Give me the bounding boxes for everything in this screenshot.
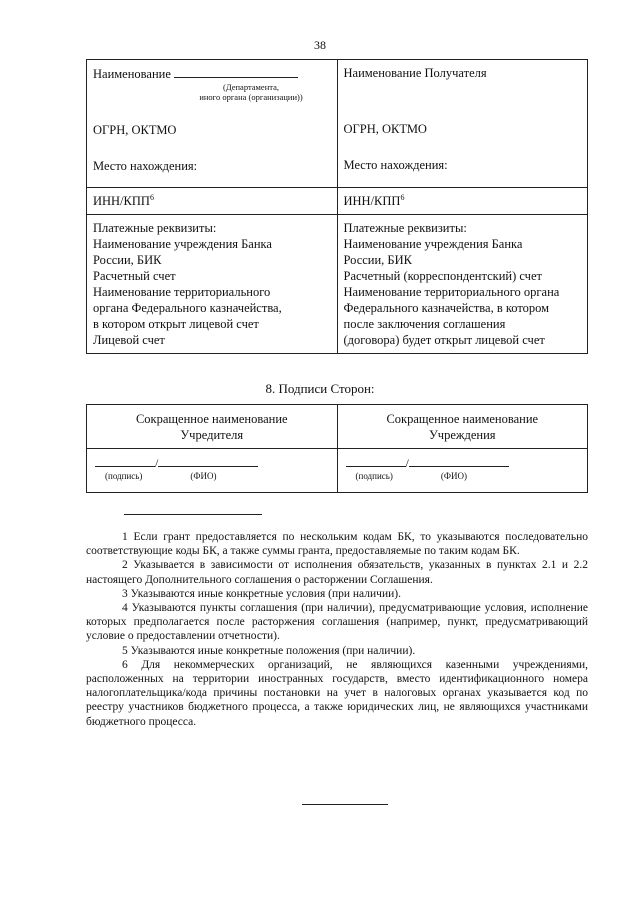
right-name-label: Наименование Получателя xyxy=(343,66,487,80)
footnotes xyxy=(86,530,588,729)
right-header-line1: Сокращенное наименование xyxy=(386,411,539,426)
left-payment-cell xyxy=(87,215,338,354)
footnote-1: 1 Если грант предоставляется по нескольким кодам БК, то указываются последовательно соответствующие коды БК, а также суммы гранта, предоставляемые по таким кодам БК. xyxy=(86,531,588,558)
left-inn-cell xyxy=(87,188,338,215)
payment-line: органа Федерального казначейства, xyxy=(93,301,282,315)
footnote-4: 4 Указываются пункты соглашения (при наличии), предусматривающие условия, исполнение которых предполагается после расторжения соглашения (например, пункт, предусматривающий условие о предоставлении отчетности). xyxy=(86,602,588,643)
right-party-header xyxy=(337,405,588,449)
sign-label: (подпись) xyxy=(355,471,393,481)
payment-line: в котором открыт лицевой счет xyxy=(93,317,259,331)
right-payment-cell xyxy=(337,215,588,354)
signature-line xyxy=(346,456,406,467)
payment-line: Лицевой счет xyxy=(93,333,165,347)
right-inn-footnote-ref: 6 xyxy=(400,192,405,202)
footnote-5: 5 Указываются иные конкретные положения (при наличии). xyxy=(122,644,416,657)
payment-line: Расчетный (корреспондентский) счет xyxy=(343,269,542,283)
left-inn-footnote-ref: 6 xyxy=(149,192,154,202)
right-inn-cell xyxy=(337,188,588,215)
right-name-cell xyxy=(337,60,588,188)
sign-label: (подпись) xyxy=(105,471,143,481)
page-number: 38 xyxy=(314,38,326,52)
payment-line: Наименование учреждения Банка xyxy=(93,237,272,251)
signature-line xyxy=(95,456,155,467)
payment-line: Наименование учреждения Банка xyxy=(343,237,523,251)
slash: / xyxy=(155,456,159,470)
right-ogrn: ОГРН, ОКТМО xyxy=(343,122,427,136)
left-header-line2: Учредителя xyxy=(180,427,244,442)
end-line xyxy=(302,804,388,805)
payment-line: Наименование территориального xyxy=(93,285,271,299)
left-signature-cell xyxy=(87,449,338,493)
footnote-separator xyxy=(124,514,262,515)
left-header-line1: Сокращенное наименование xyxy=(135,411,288,426)
payment-line: Наименование территориального органа xyxy=(343,285,560,299)
fio-line xyxy=(158,456,258,467)
left-name-label: Наименование xyxy=(93,67,171,81)
payment-line: (договора) будет открыт лицевой счет xyxy=(343,333,545,347)
fio-label: (ФИО) xyxy=(440,471,467,481)
payment-line: Платежные реквизиты: xyxy=(343,221,467,235)
signatures-table xyxy=(86,404,588,493)
payment-line: после заключения соглашения xyxy=(343,317,506,331)
right-signature-cell xyxy=(337,449,588,493)
footnote-2: 2 Указывается в зависимости от исполнения обязательств, указанных в пунктах 2.1 и 2.2 настоящего Дополнительного соглашения о расторжении Соглашения. xyxy=(86,559,588,586)
payment-line: Платежные реквизиты: xyxy=(93,221,217,235)
left-party-header xyxy=(87,405,338,449)
footnote-6: 6 Для некоммерческих организаций, не являющихся казенными учреждениями, расположенных на территории иностранных государств, вместо идентификационного номера налогоплательщика/кода причины постановки на учет в налоговых органах указывается код по реестру участников бюджетного процесса, а также юридических лиц, не являющихся участниками бюджетного процесса. xyxy=(86,658,588,728)
fio-label: (ФИО) xyxy=(190,471,217,481)
right-location: Место нахождения: xyxy=(343,158,448,172)
left-ogrn: ОГРН, ОКТМО xyxy=(93,123,177,137)
left-name-cell xyxy=(87,60,338,188)
right-header-line2: Учреждения xyxy=(428,427,496,442)
payment-line: Расчетный счет xyxy=(93,269,176,283)
footnote-3: 3 Указываются иные конкретные условия (при наличии). xyxy=(122,587,401,600)
name-underline xyxy=(174,65,298,78)
payment-line: России, БИК xyxy=(343,253,412,267)
payment-line: России, БИК xyxy=(93,253,162,267)
name-caption-line1: (Департамента, xyxy=(223,82,279,92)
left-location: Место нахождения: xyxy=(93,159,198,173)
requisites-table xyxy=(86,59,588,354)
fio-line xyxy=(409,456,509,467)
left-inn-kpp: ИНН/КПП xyxy=(93,194,150,208)
slash: / xyxy=(405,456,409,470)
signatures-title: 8. Подписи Сторон: xyxy=(265,381,375,396)
right-inn-kpp: ИНН/КПП xyxy=(343,194,401,208)
payment-line: Федерального казначейства, в котором xyxy=(343,301,550,315)
name-caption-line2: иного органа (организации)) xyxy=(199,92,303,102)
